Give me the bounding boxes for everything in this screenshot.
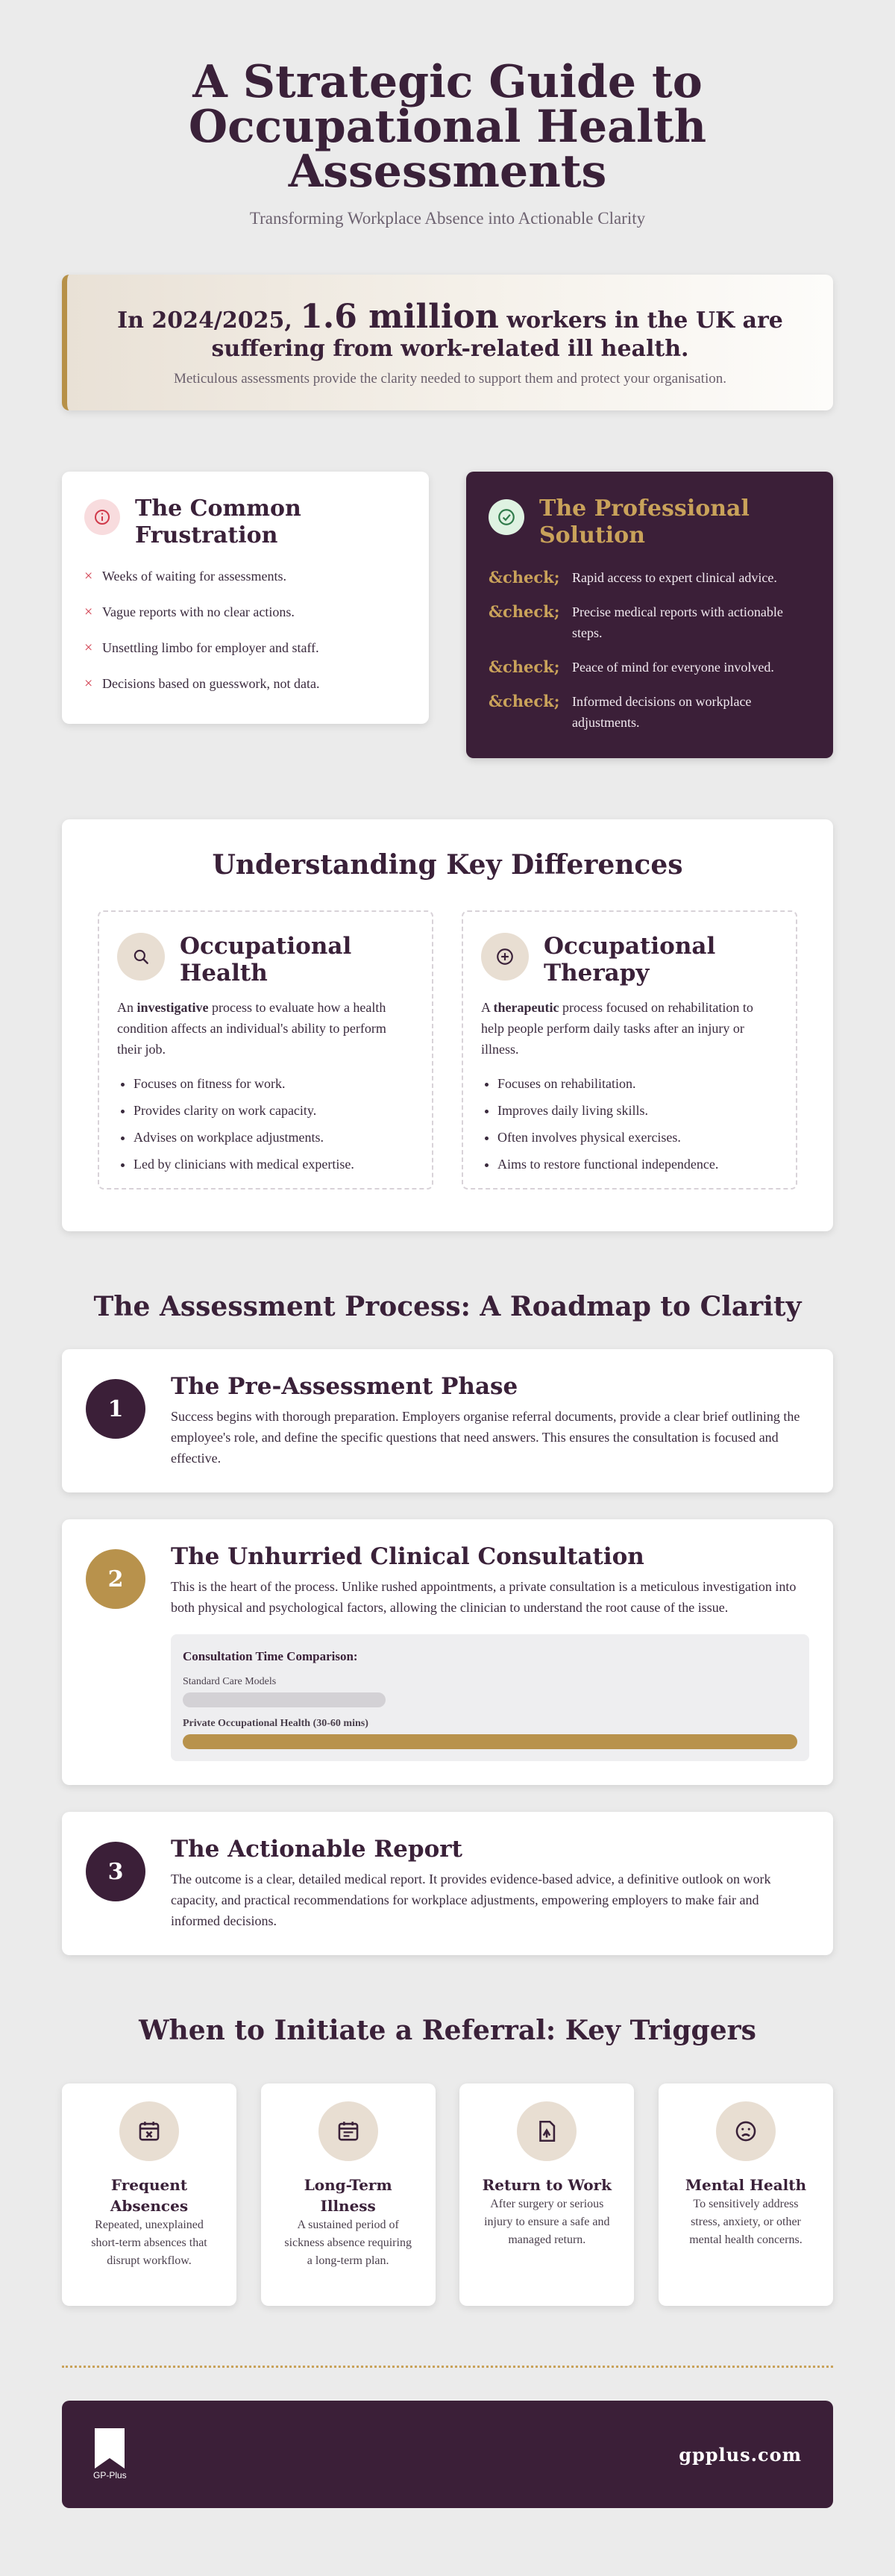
trigger-text: After surgery or serious injury to ensure a safe and managed return. [484, 2198, 610, 2246]
process-step-2 [62, 1519, 833, 1785]
step-text: This is the heart of the process. Unlike rushed appointments, a private consultation is a meticulous investigation into both physical and psychological factors, allowing the clinician to understand the root cause of the issue. [171, 1579, 797, 1615]
stat-figure: 1.6 million [300, 298, 499, 336]
trigger-card-long-term-illness [261, 2083, 436, 2306]
ot-desc-pre: A [481, 1000, 494, 1015]
step-text: The outcome is a clear, detailed medical report. It provides evidence-based advice, a definitive outlook on work capacity, and practical recommendations for workplace adjustments, empowering employers to make fair and informed decisions. [171, 1872, 771, 1928]
frustration-card [62, 472, 429, 724]
step-body [171, 1836, 809, 1931]
standard-bar [183, 1692, 386, 1707]
standard-bar-label: Standard Care Models [183, 1676, 277, 1687]
stat-note: Meticulous assessments provide the clarity needed to support them and protect your organisation. [173, 371, 726, 387]
logo[interactable] [93, 2428, 127, 2480]
oh-desc-pre: An [117, 1000, 137, 1015]
frustration-item [84, 567, 406, 585]
ot-header [481, 933, 778, 987]
ot-item: • Focuses on rehabilitation. [497, 1070, 778, 1097]
private-bar-track [183, 1734, 797, 1749]
cross-icon: × [84, 675, 93, 692]
check-label: &check; [489, 657, 560, 676]
ot-title: Occupational Therapy [544, 933, 716, 987]
trigger-name: Frequent Absences [110, 2176, 189, 2215]
solution-item [489, 601, 811, 643]
step-number: 3 [86, 1842, 145, 1901]
private-bar [183, 1734, 797, 1749]
solution-list [489, 567, 811, 733]
oh-item: • Advises on workplace adjustments. [134, 1124, 414, 1151]
sad-face-icon [716, 2101, 776, 2161]
oh-desc-post: process to evaluate how a health condition affects an individual's ability to perform their job. [117, 1000, 386, 1057]
return-document-icon [517, 2101, 577, 2161]
standard-bar-track [183, 1692, 797, 1707]
stat-banner [62, 275, 833, 410]
trigger-name: Return to Work [482, 2176, 612, 2194]
frustration-item-text: Unsettling limbo for employer and staff. [102, 640, 319, 655]
trigger-text: A sustained period of sickness absence requiring a long-term plan. [284, 2219, 412, 2267]
calendar-x-icon [119, 2101, 179, 2161]
step-body [171, 1373, 809, 1469]
check-label: &check; [489, 602, 560, 621]
trigger-card-mental-health [659, 2083, 833, 2306]
step-title: The Pre-Assessment Phase [171, 1373, 518, 1400]
oh-list [117, 1070, 414, 1178]
differences-row [98, 910, 797, 1189]
trigger-name: Long-Term Illness [304, 2176, 392, 2215]
differences-title: Understanding Key Differences [212, 849, 683, 881]
triggers-title: When to Initiate a Referral: Key Triggers [139, 2015, 756, 2046]
solution-title: The Professional Solution [539, 495, 750, 548]
step-title: The Actionable Report [171, 1836, 462, 1863]
plus-circle-icon [481, 933, 529, 981]
trigger-card-return-to-work [459, 2083, 634, 2306]
bookmark-logo-icon [95, 2428, 125, 2469]
step-number: 1 [86, 1379, 145, 1439]
frustration-item-text: Vague reports with no clear actions. [102, 604, 295, 619]
solution-header [489, 495, 811, 549]
cross-icon: × [84, 604, 93, 620]
step-text: Success begins with thorough preparation. Employers organise referral documents, provide a clear brief outlining the employee's role, and define the specific questions that need answers. This ensures the consultation is focused and effective. [171, 1409, 800, 1466]
stat-headline [67, 298, 833, 363]
process-step-3 [62, 1812, 833, 1955]
step-number: 2 [86, 1549, 145, 1609]
solution-item [489, 567, 811, 588]
ot-item: • Aims to restore functional independence. [497, 1151, 778, 1178]
trigger-text: To sensitively address stress, anxiety, or other mental health concerns. [689, 2198, 803, 2246]
triggers-row [62, 2083, 833, 2306]
search-icon [117, 933, 165, 981]
oh-title: Occupational Health [180, 933, 352, 987]
calendar-icon [318, 2101, 378, 2161]
ot-desc-post: process focused on rehabilitation to help people perform daily tasks after an injury or illness. [481, 1000, 753, 1057]
solution-item-text: Precise medical reports with actionable steps. [572, 604, 783, 640]
oh-description [117, 997, 414, 1060]
comparison-cards [62, 472, 833, 758]
step-title: The Unhurried Clinical Consultation [171, 1543, 644, 1570]
frustration-header [84, 495, 406, 549]
check-label: &check; [489, 692, 560, 710]
solution-item-text: Peace of mind for everyone involved. [572, 660, 774, 675]
cross-icon: × [84, 568, 93, 584]
trigger-card-frequent-absences [62, 2083, 236, 2306]
private-bar-label: Private Occupational Health (30-60 mins) [183, 1718, 368, 1729]
stat-suffix: workers in the UK are suffering from work-related ill health. [211, 307, 783, 362]
ot-description [481, 997, 778, 1060]
step-body [171, 1543, 809, 1761]
frustration-item [84, 639, 406, 657]
differences-card [62, 819, 833, 1231]
page-title: A Strategic Guide to Occupational Health Assessments [188, 56, 707, 198]
process-title: The Assessment Process: A Roadmap to Clarity [93, 1291, 802, 1322]
ot-desc-bold: therapeutic [493, 1000, 559, 1015]
oh-header [117, 933, 414, 987]
ot-item: • Improves daily living skills. [497, 1097, 778, 1124]
check-circle-icon [489, 499, 524, 535]
solution-item-text: Informed decisions on workplace adjustments. [572, 694, 752, 730]
frustration-item [84, 675, 406, 693]
comparison-title: Consultation Time Comparison: [183, 1649, 358, 1663]
frustration-item-text: Decisions based on guesswork, not data. [102, 676, 320, 691]
solution-item-text: Rapid access to expert clinical advice. [572, 570, 777, 585]
oh-item: • Focuses on fitness for work. [134, 1070, 414, 1097]
frustration-item [84, 603, 406, 621]
oh-desc-bold: investigative [136, 1000, 209, 1015]
oh-item: • Led by clinicians with medical expertise. [134, 1151, 414, 1178]
solution-item [489, 657, 811, 678]
process-step-1 [62, 1349, 833, 1492]
trigger-name: Mental Health [685, 2176, 807, 2194]
info-icon [84, 499, 120, 535]
solution-item [489, 691, 811, 733]
page-subtitle: Transforming Workplace Absence into Actionable Clarity [249, 209, 646, 228]
stat-prefix: In 2024/2025, [117, 307, 301, 334]
frustration-title: The Common Frustration [135, 495, 301, 548]
occupational-therapy-box [462, 910, 797, 1189]
consultation-time-comparison [171, 1634, 809, 1761]
website-link[interactable]: gpplus.com [679, 2443, 802, 2466]
cross-icon: × [84, 640, 93, 656]
check-label: &check; [489, 568, 560, 587]
footer [62, 2401, 833, 2508]
frustration-list [84, 567, 406, 693]
occupational-health-box [98, 910, 433, 1189]
frustration-item-text: Weeks of waiting for assessments. [102, 569, 286, 584]
logo-text: GP-Plus [93, 2470, 127, 2480]
ot-list [481, 1070, 778, 1178]
trigger-text: Repeated, unexplained short-term absences that disrupt workflow. [91, 2219, 207, 2267]
solution-card [466, 472, 833, 758]
ot-item: • Often involves physical exercises. [497, 1124, 778, 1151]
divider [62, 2366, 833, 2368]
oh-item: • Provides clarity on work capacity. [134, 1097, 414, 1124]
